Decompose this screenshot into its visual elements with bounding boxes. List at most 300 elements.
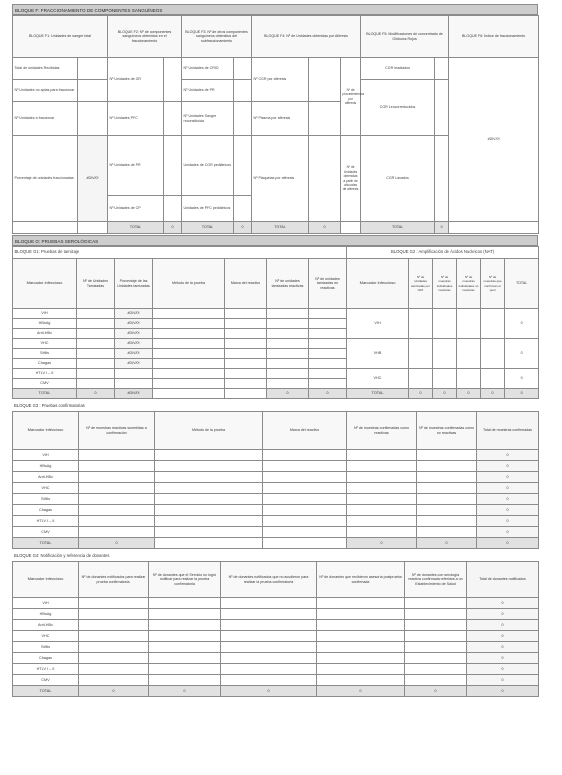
g3-cell[interactable]: [79, 472, 155, 483]
f3-cell[interactable]: [234, 196, 252, 222]
block-f-table: [12, 15, 539, 234]
g3-cell[interactable]: [263, 483, 347, 494]
g1-cell[interactable]: [115, 379, 153, 389]
f1-cell[interactable]: [78, 102, 108, 136]
g3-col-header: Nº de muestras confirmadas como reactivas: [347, 412, 417, 450]
f1-row-label: Nº Unidades no aptas para fraccionar: [13, 80, 78, 102]
g1-col-header: Marca del reactivo: [225, 259, 267, 309]
g4-total-value: 0: [405, 686, 467, 697]
g4-row-total: 0: [467, 598, 539, 609]
g3-total-value: 0: [477, 538, 539, 549]
g1-cell[interactable]: [267, 379, 309, 389]
g4-cell[interactable]: [317, 653, 405, 664]
g4-marker: VHC: [13, 631, 79, 642]
f2-row-label: Nº Unidades de GR: [108, 58, 164, 102]
g1-marker: HTLV I – II: [13, 369, 77, 379]
g4-title: BLOQUE G4: Notificación y referencia de donantes: [14, 553, 110, 558]
g3-total-spacer: [155, 538, 263, 549]
f4-total-spacer: [341, 222, 361, 234]
g1-percentage: #DIV/0!: [115, 319, 153, 329]
g3-marker: CMV: [13, 527, 79, 538]
g1-cell[interactable]: [225, 339, 267, 349]
g2-cell[interactable]: [457, 369, 481, 389]
g1-marker: HBsAg: [13, 319, 77, 329]
g3-marker: Chagas: [13, 505, 79, 516]
g4-cell[interactable]: [405, 664, 467, 675]
g1-cell[interactable]: [309, 309, 347, 319]
g1-cell[interactable]: [153, 379, 225, 389]
f5-cell[interactable]: [435, 58, 449, 80]
g4-cell[interactable]: [221, 598, 317, 609]
g4-cell[interactable]: [79, 642, 149, 653]
g1-cell[interactable]: [153, 359, 225, 369]
g2-marker: VIH: [347, 309, 409, 339]
g4-cell[interactable]: [405, 675, 467, 686]
g1-cell[interactable]: [77, 309, 115, 319]
g2-marker: VHB: [347, 339, 409, 369]
g4-cell[interactable]: [149, 620, 221, 631]
g1-total-spacer: [225, 389, 267, 399]
g2-col-header: Nº de muestras individuales reactivas: [433, 259, 457, 309]
g4-marker: HTLV I – II: [13, 664, 79, 675]
f2-row-label: Nº Unidades de CP: [108, 196, 164, 222]
f2-cell[interactable]: [164, 102, 182, 136]
g4-marker: HBsAg: [13, 609, 79, 620]
f4-cell[interactable]: [309, 136, 341, 222]
g2-total-value: 0: [409, 389, 433, 399]
g3-cell[interactable]: [347, 450, 417, 461]
g2-cell[interactable]: [409, 339, 433, 369]
g1-total-label: TOTAL: [13, 389, 77, 399]
g3-cell[interactable]: [155, 505, 263, 516]
f1-percentage: #DIV/0!: [78, 136, 108, 222]
block-g4-table: [12, 561, 539, 697]
f2-cell[interactable]: [164, 136, 182, 196]
g3-row-total: 0: [477, 483, 539, 494]
g4-col-header: Nº de donantes que recibieron asesoría postprueba confirmada: [317, 562, 405, 598]
f6-total-spacer: [449, 222, 539, 234]
f4-row-label: Nº Plasma por aféresis: [252, 102, 309, 136]
f3-header: BLOQUE F3: Nº de otros componentes sanguíneos obtenidos del subfraccionamiento: [182, 16, 252, 58]
g1-cell[interactable]: [77, 329, 115, 339]
g4-cell[interactable]: [317, 642, 405, 653]
g1-cell[interactable]: [153, 319, 225, 329]
g4-cell[interactable]: [79, 653, 149, 664]
g4-total-value: 0: [79, 686, 149, 697]
f3-row-label: Nº Unidades de CRIO: [182, 58, 234, 80]
g3-col-header: Método de la prueba: [155, 412, 263, 450]
g3-cell[interactable]: [263, 527, 347, 538]
f4-row-label: Nº CGR por aféresis: [252, 58, 309, 102]
f3-row-label: Nº Unidades de PR: [182, 80, 234, 102]
g4-col-header: Marcador infeccioso: [13, 562, 79, 598]
f1-row-label: Porcentaje de unidades fraccionadas: [13, 136, 78, 222]
g1-percentage: #DIV/0!: [115, 309, 153, 319]
g4-total-label: TOTAL: [13, 686, 79, 697]
g4-cell[interactable]: [79, 620, 149, 631]
g2-cell[interactable]: [409, 369, 433, 389]
g4-cell[interactable]: [221, 664, 317, 675]
g2-cell[interactable]: [433, 369, 457, 389]
g1-total-spacer: [153, 389, 225, 399]
g3-cell[interactable]: [347, 494, 417, 505]
f2-row-label: Nº Unidades de PR: [108, 136, 164, 196]
g1-col-header: Nº de unidades tamizadas en reactivas: [309, 259, 347, 309]
block-g-title: BLOQUE G: PRUEBAS SEROLÓGICAS: [12, 235, 538, 246]
g3-cell[interactable]: [347, 505, 417, 516]
g4-cell[interactable]: [221, 620, 317, 631]
g4-cell[interactable]: [317, 631, 405, 642]
f4-procedures-label: Nº de procedimientos por aféresis: [341, 58, 361, 136]
g1-cell[interactable]: [267, 309, 309, 319]
g4-cell[interactable]: [405, 653, 467, 664]
g4-cell[interactable]: [79, 631, 149, 642]
g1-cell[interactable]: [153, 309, 225, 319]
g1-cell[interactable]: [77, 359, 115, 369]
g4-cell[interactable]: [149, 609, 221, 620]
g3-cell[interactable]: [155, 450, 263, 461]
g4-cell[interactable]: [79, 675, 149, 686]
f2-cell[interactable]: [164, 196, 182, 222]
f1-header: BLOQUE F1: Unidades de sangre total: [13, 16, 108, 58]
g3-marker: Sífilis: [13, 494, 79, 505]
g4-total-value: 0: [467, 686, 539, 697]
g3-cell[interactable]: [347, 516, 417, 527]
f5-cell[interactable]: [435, 136, 449, 222]
f3-total-label: TOTAL: [182, 222, 234, 234]
g2-cell[interactable]: [409, 309, 433, 339]
g4-cell[interactable]: [317, 598, 405, 609]
g4-row-total: 0: [467, 675, 539, 686]
g2-total-label: TOTAL: [347, 389, 409, 399]
g3-total-value: 0: [347, 538, 417, 549]
g4-row-total: 0: [467, 664, 539, 675]
g4-cell[interactable]: [149, 631, 221, 642]
g4-row-total: 0: [467, 653, 539, 664]
g1-cell[interactable]: [267, 359, 309, 369]
g3-row-total: 0: [477, 461, 539, 472]
f5-row-label: CGR Lavados: [361, 136, 435, 222]
g4-row-total: 0: [467, 642, 539, 653]
g3-cell[interactable]: [263, 505, 347, 516]
f2-total-label: TOTAL: [108, 222, 164, 234]
g2-cell[interactable]: [481, 309, 505, 339]
g4-col-header: Nº de donantes que el Servicio no logró notificar para realizar la prueba confirmatoria: [149, 562, 221, 598]
g4-cell[interactable]: [317, 664, 405, 675]
f3-cell[interactable]: [234, 136, 252, 196]
g1-cell[interactable]: [153, 339, 225, 349]
g4-cell[interactable]: [221, 653, 317, 664]
g4-cell[interactable]: [405, 631, 467, 642]
g3-cell[interactable]: [263, 461, 347, 472]
g4-marker: CMV: [13, 675, 79, 686]
g3-cell[interactable]: [79, 494, 155, 505]
g3-cell[interactable]: [347, 472, 417, 483]
f1-cell[interactable]: [78, 80, 108, 102]
g1-cell[interactable]: [225, 319, 267, 329]
g4-col-header: Nº de donantes notificados que no acudieron para realizar la prueba confirmatoria: [221, 562, 317, 598]
g4-col-header: Nº de donantes con serología reactiva confirmada referidos a un Establecimiento de Salud: [405, 562, 467, 598]
g4-total-value: 0: [149, 686, 221, 697]
g4-cell[interactable]: [405, 609, 467, 620]
f4-cell[interactable]: [309, 102, 341, 136]
g2-row-total: 0: [505, 339, 539, 369]
g4-total-value: 0: [221, 686, 317, 697]
block-g1-g2-table: [12, 246, 539, 399]
block-g3-table: [12, 411, 539, 549]
g3-marker: VIH: [13, 450, 79, 461]
g1-cell[interactable]: [115, 369, 153, 379]
g1-cell[interactable]: [309, 319, 347, 329]
f3-row-label: Unidades de CGR pediátricos: [182, 136, 234, 196]
g4-cell[interactable]: [317, 620, 405, 631]
g4-marker: Sífilis: [13, 642, 79, 653]
g4-cell[interactable]: [149, 642, 221, 653]
g4-cell[interactable]: [221, 675, 317, 686]
g4-cell[interactable]: [405, 620, 467, 631]
g1-cell[interactable]: [267, 339, 309, 349]
g1-cell[interactable]: [77, 369, 115, 379]
g1-total-value: 0: [267, 389, 309, 399]
g1-cell[interactable]: [309, 349, 347, 359]
g3-cell[interactable]: [155, 516, 263, 527]
g2-cell[interactable]: [457, 339, 481, 369]
g4-marker: VIH: [13, 598, 79, 609]
g1-total-percentage: #DIV/0!: [115, 389, 153, 399]
g3-cell[interactable]: [347, 527, 417, 538]
g2-col-header: Marcador infeccioso: [347, 259, 409, 309]
g3-cell[interactable]: [79, 450, 155, 461]
f1-row-label: Total de unidades Recibidas: [13, 58, 78, 80]
g1-cell[interactable]: [225, 379, 267, 389]
g1-total-value: 0: [77, 389, 115, 399]
f5-header: BLOQUE F5: Modificaciones de concentrado de Glóbulos Rojos: [361, 16, 449, 58]
g1-cell[interactable]: [77, 319, 115, 329]
g3-col-header: Total de muestras confirmadas: [477, 412, 539, 450]
g1-cell[interactable]: [267, 319, 309, 329]
g3-cell[interactable]: [417, 461, 477, 472]
g3-total-label: TOTAL: [13, 538, 79, 549]
f2-header: BLOQUE F2: Nº de componentes sanguíneos obtenidos en el fraccionamiento: [108, 16, 182, 58]
g4-total-value: 0: [317, 686, 405, 697]
g3-total-spacer: [263, 538, 347, 549]
g4-marker: Chagas: [13, 653, 79, 664]
g3-col-header: Marcador infeccioso: [13, 412, 79, 450]
g3-cell[interactable]: [417, 472, 477, 483]
g3-cell[interactable]: [79, 483, 155, 494]
f1-cell[interactable]: [78, 58, 108, 80]
f1-total-spacer: [13, 222, 78, 234]
g1-col-header: Porcentaje de las Unidades tamizadas: [115, 259, 153, 309]
g2-col-header: TOTAL: [505, 259, 539, 309]
g1-marker: Sífilis: [13, 349, 77, 359]
g1-cell[interactable]: [309, 359, 347, 369]
g3-cell[interactable]: [263, 516, 347, 527]
g2-cell[interactable]: [433, 339, 457, 369]
g2-cell[interactable]: [433, 309, 457, 339]
g2-total-value: 0: [433, 389, 457, 399]
g1-cell[interactable]: [153, 369, 225, 379]
g3-row-total: 0: [477, 516, 539, 527]
g1-cell[interactable]: [77, 339, 115, 349]
g1-percentage: #DIV/0!: [115, 359, 153, 369]
g3-cell[interactable]: [347, 483, 417, 494]
g4-cell[interactable]: [79, 609, 149, 620]
g4-cell[interactable]: [317, 675, 405, 686]
g3-marker: HTLV I – II: [13, 516, 79, 527]
g1-cell[interactable]: [309, 379, 347, 389]
g1-cell[interactable]: [77, 379, 115, 389]
g4-cell[interactable]: [149, 664, 221, 675]
g4-cell[interactable]: [79, 598, 149, 609]
f4-row-label: Nº Plaquetas por aféresis: [252, 136, 309, 222]
g2-marker: VHC: [347, 369, 409, 389]
g4-row-total: 0: [467, 620, 539, 631]
g3-row-total: 0: [477, 450, 539, 461]
g1-cell[interactable]: [309, 329, 347, 339]
g3-cell[interactable]: [155, 472, 263, 483]
f4-header: BLOQUE F4: Nº de Unidades obtenidas por Aféresis: [252, 16, 361, 58]
g3-row-total: 0: [477, 494, 539, 505]
g4-cell[interactable]: [221, 609, 317, 620]
f2-row-label: Nº Unidades PFC: [108, 102, 164, 136]
g3-col-header: Marca del reactivo: [263, 412, 347, 450]
g4-row-total: 0: [467, 609, 539, 620]
f5-total-value: 0: [435, 222, 449, 234]
g3-cell[interactable]: [417, 505, 477, 516]
g2-cell[interactable]: [481, 369, 505, 389]
f5-cell[interactable]: [435, 80, 449, 136]
f3-total-value: 0: [234, 222, 252, 234]
g1-percentage: #DIV/0!: [115, 339, 153, 349]
g3-title: BLOQUE G3 : Pruebas confirmatorias: [14, 403, 85, 408]
g3-cell[interactable]: [155, 483, 263, 494]
g1-marker: CMV: [13, 379, 77, 389]
g2-col-header: Nº de Unidades tamizadas por NAT: [409, 259, 433, 309]
g3-cell[interactable]: [417, 516, 477, 527]
g3-cell[interactable]: [417, 527, 477, 538]
g1-percentage: #DIV/0!: [115, 349, 153, 359]
g2-total-value: 0: [505, 389, 539, 399]
g2-cell[interactable]: [481, 339, 505, 369]
g1-total-value: 0: [309, 389, 347, 399]
f3-row-label: Unidades de PFC pediátricos: [182, 196, 234, 222]
g3-row-total: 0: [477, 527, 539, 538]
g2-col-header: Nº de muestras individuales no reactivas: [457, 259, 481, 309]
g1-cell[interactable]: [153, 329, 225, 339]
f4-total-value: 0: [309, 222, 341, 234]
g4-cell[interactable]: [405, 642, 467, 653]
g1-title: BLOQUE G1: Pruebas de tamizaje: [13, 247, 347, 259]
g1-cell[interactable]: [309, 369, 347, 379]
f2-total-value: 0: [164, 222, 182, 234]
g1-cell[interactable]: [225, 349, 267, 359]
g3-col-header: Nº de muestras reactivas sometidas a confirmación: [79, 412, 155, 450]
g1-col-header: Nº de unidades tamizadas reactivas: [267, 259, 309, 309]
g3-row-total: 0: [477, 505, 539, 516]
g4-cell[interactable]: [221, 631, 317, 642]
g1-col-header: Nº de Unidades Tamizadas: [77, 259, 115, 309]
g2-row-total: 0: [505, 369, 539, 389]
g1-percentage: #DIV/0!: [115, 329, 153, 339]
f3-cell[interactable]: [234, 80, 252, 102]
g1-cell[interactable]: [225, 359, 267, 369]
g3-cell[interactable]: [417, 483, 477, 494]
g1-marker: Anti-HBc: [13, 329, 77, 339]
g1-cell[interactable]: [77, 349, 115, 359]
f3-cell[interactable]: [234, 58, 252, 80]
g1-cell[interactable]: [153, 349, 225, 359]
g1-col-header: Marcador infeccioso: [13, 259, 77, 309]
f4-cell[interactable]: [309, 58, 341, 102]
g3-cell[interactable]: [417, 450, 477, 461]
g1-cell[interactable]: [225, 309, 267, 319]
g1-cell[interactable]: [267, 329, 309, 339]
g1-cell[interactable]: [267, 369, 309, 379]
g4-cell[interactable]: [405, 598, 467, 609]
f2-cell[interactable]: [164, 58, 182, 102]
g4-cell[interactable]: [149, 598, 221, 609]
g1-marker: VHC: [13, 339, 77, 349]
g4-marker: Anti-HBc: [13, 620, 79, 631]
f5-row-label: CGR Leucorreducidos: [361, 80, 435, 136]
g4-cell[interactable]: [149, 675, 221, 686]
g3-cell[interactable]: [263, 450, 347, 461]
g4-col-header: Nº de donantes notificados para realizar prueba confirmatoria.: [79, 562, 149, 598]
block-f-title: BLOQUE F: FRACCIONAMIENTO DE COMPONENTES SANGUÍNEOS: [12, 4, 538, 15]
g3-cell[interactable]: [79, 505, 155, 516]
g1-cell[interactable]: [309, 339, 347, 349]
g3-row-total: 0: [477, 472, 539, 483]
g4-cell[interactable]: [221, 642, 317, 653]
g2-cell[interactable]: [457, 309, 481, 339]
g1-cell[interactable]: [225, 329, 267, 339]
g3-cell[interactable]: [155, 527, 263, 538]
f3-cell[interactable]: [234, 102, 252, 136]
g3-marker: Anti-HBc: [13, 472, 79, 483]
g3-marker: VHC: [13, 483, 79, 494]
g3-cell[interactable]: [79, 516, 155, 527]
g4-cell[interactable]: [317, 609, 405, 620]
g1-cell[interactable]: [225, 369, 267, 379]
g2-total-value: 0: [457, 389, 481, 399]
g4-cell[interactable]: [149, 653, 221, 664]
g3-col-header: Nº de muestras confirmadas como no reactivas: [417, 412, 477, 450]
report-sheet: [12, 4, 538, 772]
g3-cell[interactable]: [347, 461, 417, 472]
f6-header: BLOQUE F6: Índice de fraccionamiento: [449, 16, 539, 58]
g3-cell[interactable]: [263, 472, 347, 483]
g3-cell[interactable]: [155, 461, 263, 472]
f3-row-label: Nº Unidades Sangre reconstituida: [182, 102, 234, 136]
f1-total-spacer: [78, 222, 108, 234]
g4-col-header: Total de donantes notificados: [467, 562, 539, 598]
g1-cell[interactable]: [267, 349, 309, 359]
g1-marker: VIH: [13, 309, 77, 319]
g3-total-value: 0: [417, 538, 477, 549]
f5-total-label: TOTAL: [361, 222, 435, 234]
g3-cell[interactable]: [79, 527, 155, 538]
g3-marker: HBsAg: [13, 461, 79, 472]
g3-cell[interactable]: [417, 494, 477, 505]
g2-col-header: Nº de muestras que confirman el pool: [481, 259, 505, 309]
g4-cell[interactable]: [79, 664, 149, 675]
g3-cell[interactable]: [263, 494, 347, 505]
f5-row-label: CGR irradiados: [361, 58, 435, 80]
g3-cell[interactable]: [155, 494, 263, 505]
g3-cell[interactable]: [79, 461, 155, 472]
g2-title: BLOQUE G2 : Amplificación de Ácidos Nucleicos (NAT): [347, 247, 539, 259]
